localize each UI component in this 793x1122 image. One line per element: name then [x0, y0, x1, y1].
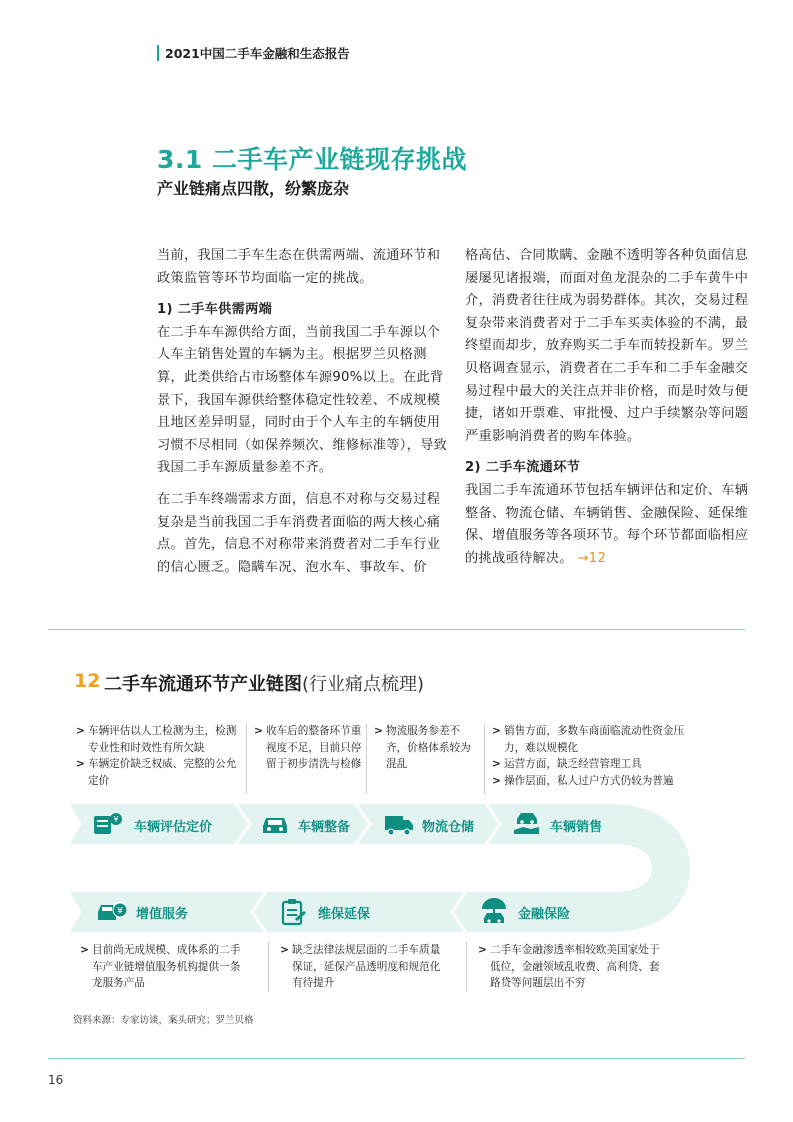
pain-point: > 车辆评估以人工检测为主，检测专业性和时效性有所欠缺: [76, 723, 242, 756]
subheading-circulation: 2) 二手车流通环节: [465, 460, 581, 476]
report-title: 2021中国二手车金融和生态报告: [165, 46, 350, 61]
stage-preparation: 车辆整备: [298, 820, 351, 835]
pain-point: > 操作层面，私人过户方式仍较为普遍: [492, 773, 692, 790]
pain-point: > 销售方面，多数车商面临流动性资金压力，难以规模化: [492, 723, 692, 756]
column-separator: [246, 724, 247, 794]
figure-reference-link[interactable]: →12: [577, 550, 607, 566]
svg-text:¥: ¥: [117, 906, 123, 917]
pain-points-sales: [492, 723, 692, 789]
pain-point: > 二手车金融渗透率相较欧美国家处于低位，金融领域乱收费、高利贷、套路贷等问题层出不穷: [478, 942, 660, 992]
svg-text:¥: ¥: [113, 815, 119, 824]
pain-points-finance: [478, 942, 660, 992]
maintenance-clipboard-icon: [280, 898, 308, 926]
paragraph-circulation: [465, 480, 760, 570]
paragraph-demand: 在二手车终端需求方面，信息不对称与交易过程复杂是当前我国二手车消费者面临的两大核心痛点。首先，信息不对称带来消费者对二手车行业的信心匮乏。隐瞒车况、泡水车、事故车、价: [157, 491, 441, 575]
insurance-umbrella-icon: [478, 896, 510, 926]
value-added-icon: [96, 899, 128, 925]
pain-point: > 缺乏法律法规层面的二手车质量保证，延保产品透明度和规范化有待提升: [280, 942, 450, 992]
figure-title-note: (行业痛点梳理): [302, 674, 425, 695]
column-separator: [484, 724, 485, 794]
stage-valuation: 车辆评估定价: [134, 820, 213, 835]
figure-title: [104, 670, 424, 696]
body-column-left: [157, 245, 452, 588]
car-sales-icon: [511, 810, 543, 838]
pain-point: > 运营方面，缺乏经营管理工具: [492, 756, 692, 773]
pain-point: > 收车后的整备环节重视度不足，目前只停留于初步清洗与检修: [254, 723, 362, 773]
paragraph-circulation-text: 我国二手车流通环节包括车辆评估和定价、车辆整备、物流仓储、车辆销售、金融保险、延保维保、增值服务等各项环节。每个环节都面临相应的挑战亟待解决。: [465, 482, 749, 566]
stage-logistics: 物流仓储: [422, 820, 475, 835]
stage-value-added-services: 增值服务: [136, 907, 189, 922]
page-number: 16: [48, 1073, 64, 1087]
column-separator: [466, 942, 467, 992]
paragraph-supply: 在二手车车源供给方面，当前我国二手车源以个人车主销售处置的车辆为主。根据罗兰贝格测算，此类供给占市场整体车源90%以上。在此背景下，我国车源供给整体稳定性较差、不成规模且地区差异明显，同时由于个人车主的车辆使用习惯不尽相同（如保养频次、维修标准等），导致我国二手车源质量参差不齐。: [157, 324, 448, 476]
divider-top: [48, 629, 745, 630]
pain-point: > 目前尚无成规模、成体系的二手车产业链增值服务机构提供一条龙服务产品: [80, 942, 250, 992]
pain-point: > 车辆定价缺乏权威、完整的公允定价: [76, 756, 242, 789]
figure-title-text: 二手车流通环节产业链图: [104, 674, 302, 695]
header-accent-bar: [157, 45, 159, 61]
pain-points-evaluation: [76, 723, 242, 789]
section-subtitle: 产业链痛点四散，纷繁庞杂: [157, 179, 350, 198]
stage-sales: 车辆销售: [550, 820, 603, 835]
column-separator: [268, 942, 269, 992]
pain-points-preparation: [254, 723, 362, 773]
stage-finance-insurance: 金融保险: [518, 907, 571, 922]
paragraph-demand-cont: 格高估、合同欺瞒、金融不透明等各种负面信息屡屡见诸报端，而面对鱼龙混杂的二手车黄牛中介，消费者往往成为弱势群体。其次，交易过程复杂带来消费者对于二手车买卖体验的不满，最终望而却步，放弃购买二手车而转投新车。罗兰贝格调查显示，消费者在二手车和二手车金融交易过程中最大的关注点并非价格，而是时效与便捷，诸如开票难、审批慢、过户手续繁杂等问题严重影响消费者的购车体验。: [465, 248, 749, 444]
pain-point: > 物流服务参差不齐，价格体系较为混乱: [374, 723, 480, 773]
valuation-icon: [93, 811, 123, 837]
source-note: 资料来源：专家访谈，案头研究；罗兰贝格: [73, 1015, 254, 1026]
body-column-right: [465, 245, 760, 579]
divider-bottom: [48, 1058, 745, 1059]
truck-icon: [384, 812, 414, 836]
stage-maintenance-warranty: 维保延保: [318, 907, 371, 922]
subheading-supply-demand: 1) 二手车供需两端: [157, 302, 273, 318]
car-preparation-icon: [260, 812, 290, 836]
section-title: 3.1 二手车产业链现存挑战: [157, 145, 467, 174]
column-separator: [366, 724, 367, 794]
pain-points-warranty: [280, 942, 450, 992]
pain-points-value-added: [80, 942, 250, 992]
intro-paragraph: 当前，我国二手车生态在供需两端、流通环节和政策监管等环节均面临一定的挑战。: [157, 248, 441, 286]
pain-points-logistics: [374, 723, 480, 773]
figure-number: 12: [74, 670, 101, 692]
